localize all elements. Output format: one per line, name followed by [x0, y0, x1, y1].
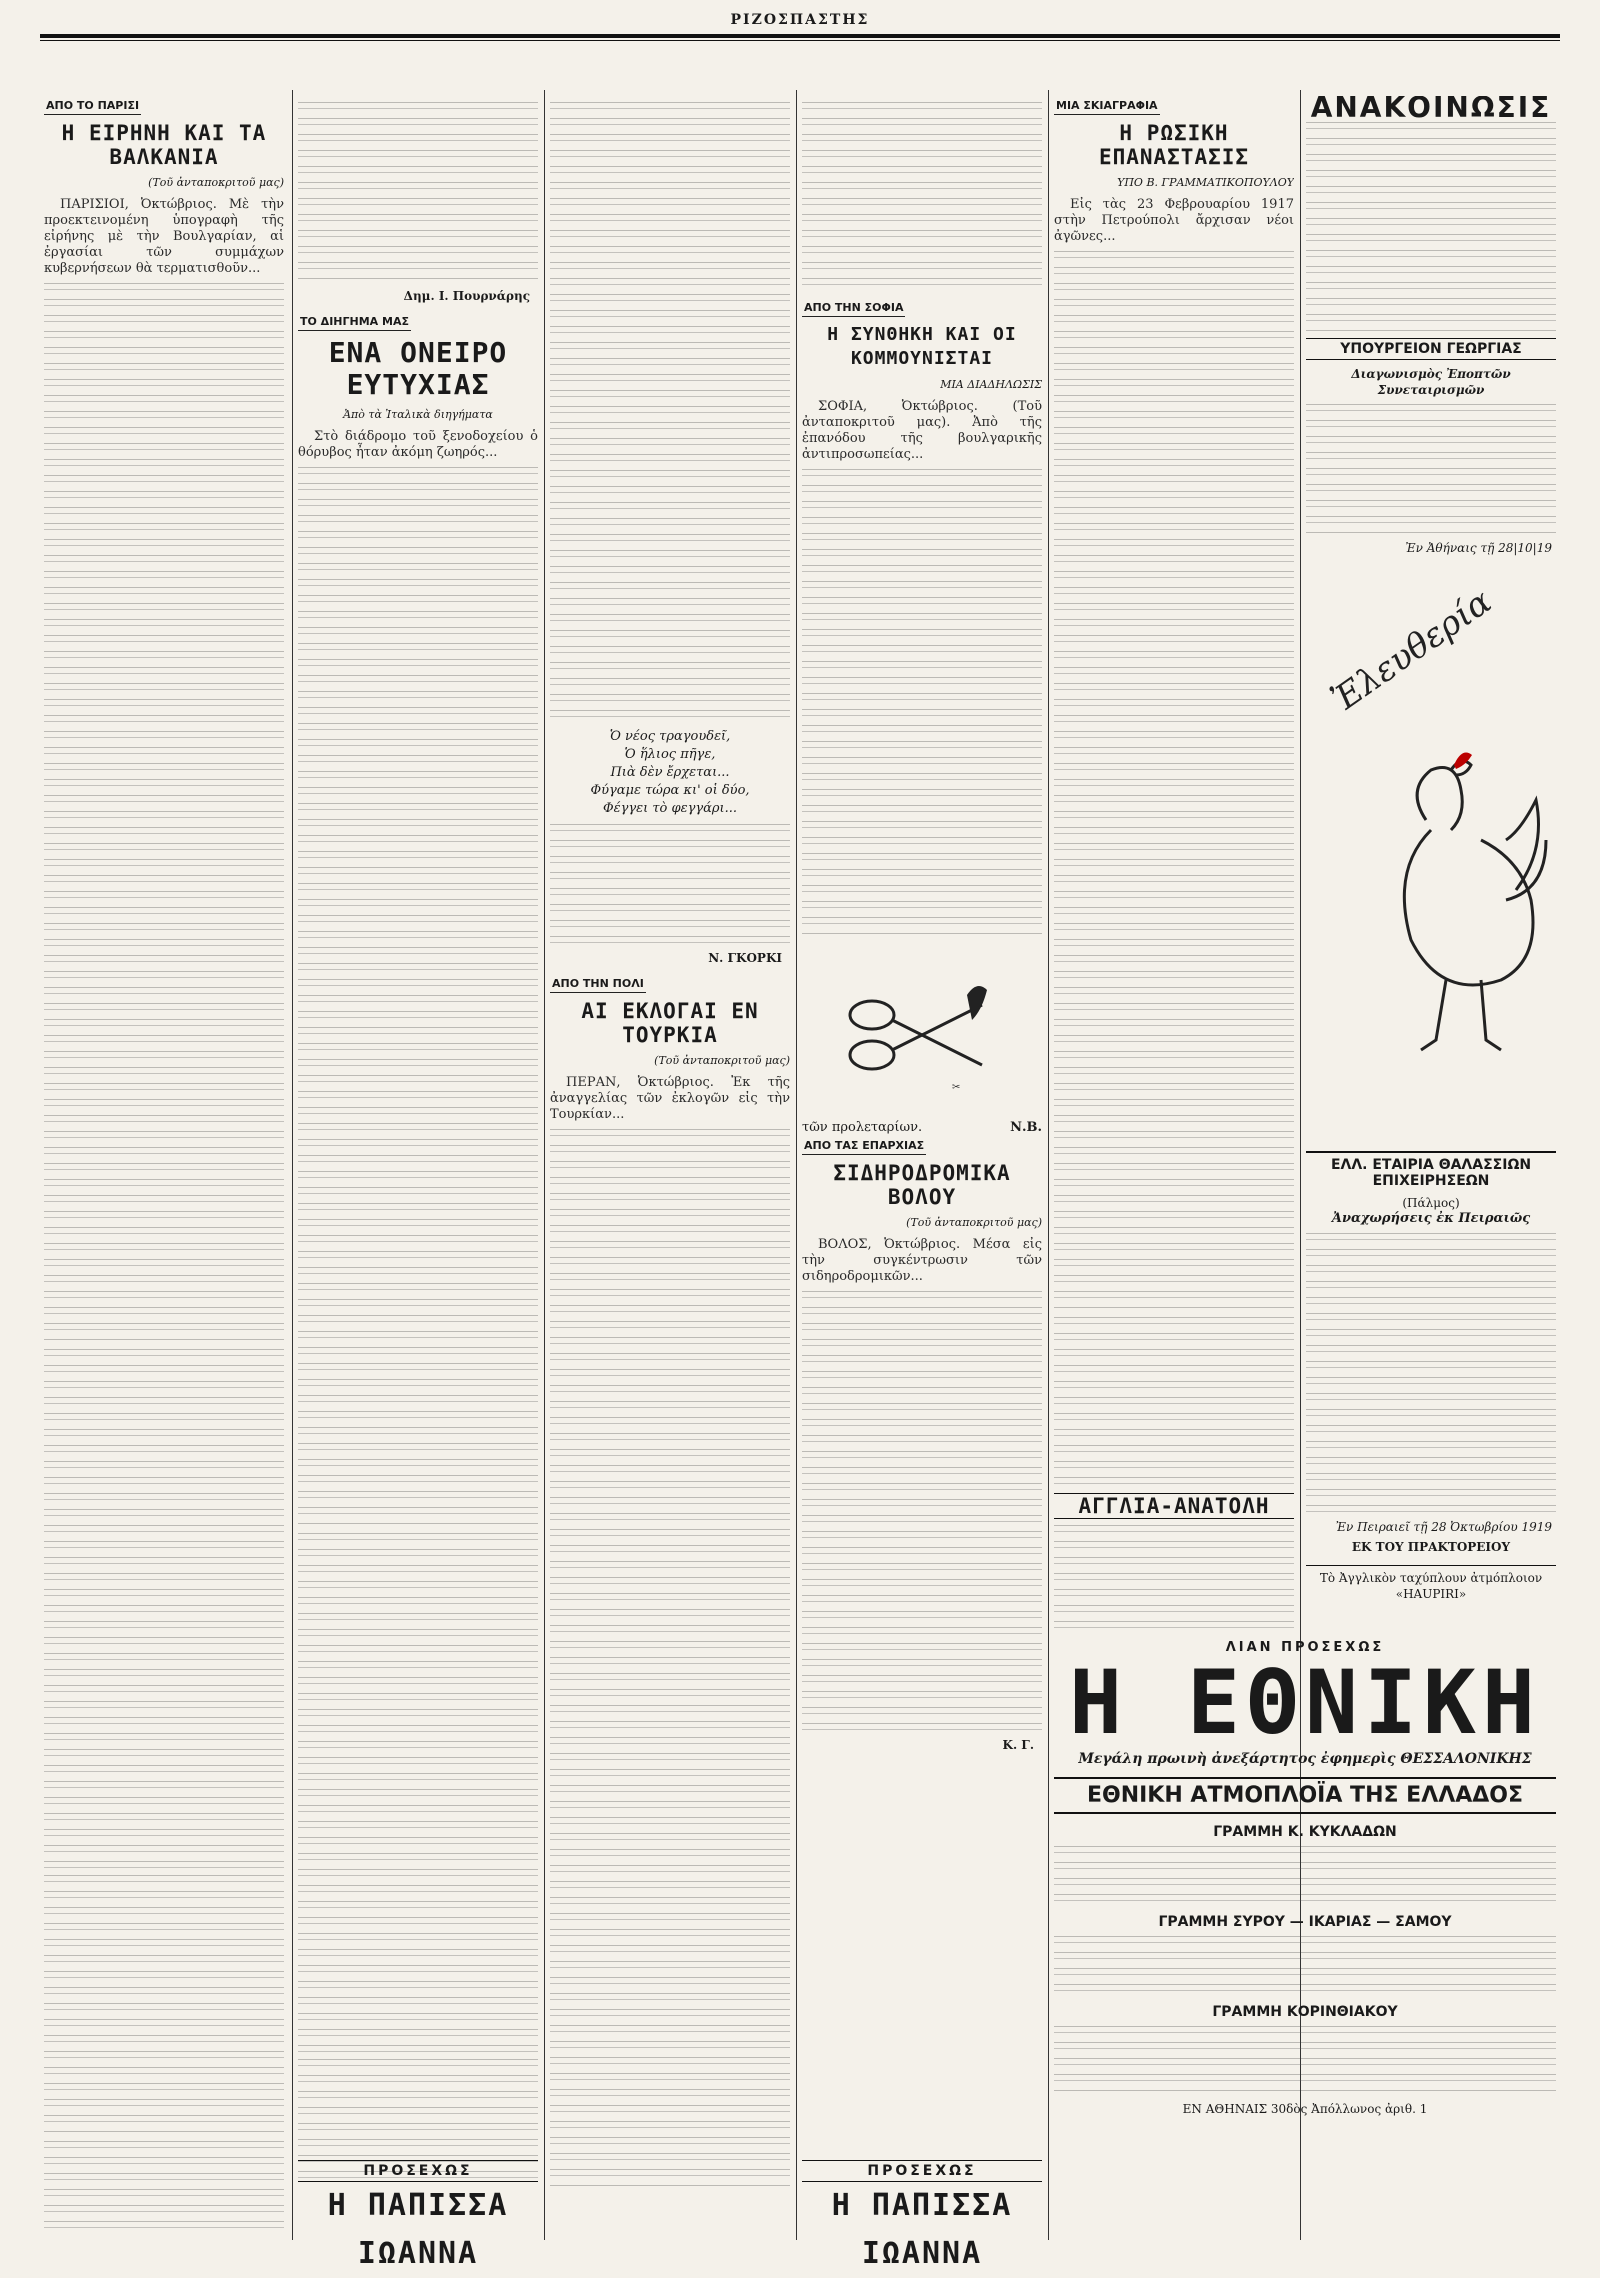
ad-kicker: ΛΙΑΝ ΠΡΟΣΕΧΩΣ — [1225, 1640, 1385, 1655]
shipping-line-title: ΕΘΝΙΚΗ ΑΤΜΟΠΛΟΪΑ ΤΗΣ ΕΛΛΑΔΟΣ — [1054, 1777, 1556, 1814]
poem-line: Ὁ ἥλιος πῆγε, — [624, 747, 716, 762]
shipping-heading: Ἀναχωρήσεις ἐκ Πειραιῶς — [1331, 1211, 1531, 1226]
article-body — [44, 283, 284, 1343]
article-body — [298, 467, 538, 1527]
article-body — [298, 1533, 538, 2053]
article-kicker: ΑΠΟ ΤΗΝ ΣΟΦΙΑ — [802, 300, 905, 317]
article-kicker: ΑΠΟ ΤΗΝ ΠΟΛΙ — [550, 976, 646, 993]
article-headline: Η ΡΩΣΙΚΗ ΕΠΑΝΑΣΤΑΣΙΣ — [1098, 121, 1250, 169]
shipping-office: ΕΚ ΤΟΥ ΠΡΑΚΤΟΡΕΙΟΥ — [1351, 1540, 1511, 1554]
announcements-title: ΑΝΑΚΟΙΝΩΣΙΣ — [1310, 96, 1552, 124]
ministry-title: ΥΠΟΥΡΓΕΙΟΝ ΓΕΩΡΓΙΑΣ — [1306, 338, 1556, 360]
masthead-rule-thin — [40, 40, 1560, 41]
announcement-body — [1306, 122, 1556, 332]
article-body — [44, 1349, 284, 1869]
announcement-banner — [298, 2160, 538, 2278]
article-body — [802, 1291, 1042, 1731]
shipping-route: ΓΡΑΜΜΗ ΣΥΡΟΥ — ΙΚΑΡΙΑΣ — ΣΑΜΟΥ — [1158, 1914, 1452, 1930]
article-body — [802, 102, 1042, 292]
column-5 — [1054, 96, 1294, 1636]
column-2 — [298, 96, 538, 2236]
article-kicker: ΜΙΑ ΣΚΙΑΓΡΑΦΙΑ — [1054, 98, 1160, 115]
shipping-route-body — [1054, 2026, 1556, 2096]
ministry-date: Ἐν Ἀθήναις τῇ 28|10|19 — [1405, 541, 1552, 555]
article-headline: Η ΕΙΡΗΝΗ ΚΑΙ ΤΑ ΒΑΛΚΑΝΙΑ — [61, 121, 267, 169]
article-headline: ΕΝΑ ΟΝΕΙΡΟ ΕΥΤΥΧΙΑΣ — [328, 336, 508, 401]
poem-line: Φύγαμε τώρα κι' οἱ δύο, — [590, 783, 750, 798]
column-rule — [796, 90, 797, 2240]
shipping-route: ΓΡΑΜΜΗ Κ. ΚΥΚΛΑΔΩΝ — [1213, 1824, 1397, 1840]
article-body — [1054, 1525, 1294, 1636]
ethniki-ad — [1054, 1640, 1556, 2240]
article-body — [1054, 251, 1294, 1311]
banner-small: ΠΡΟΣΕΧΩΣ — [298, 2160, 538, 2182]
article-body — [1054, 1317, 1294, 1487]
masthead-title: ΡΙΖΟΣΠΑΣΤΗΣ — [730, 12, 870, 28]
article-body — [550, 102, 790, 722]
ad-name: Η ΕΘΝΙΚΗ — [1069, 1651, 1541, 1754]
scissors-illustration — [802, 955, 1042, 1105]
column-rule — [544, 90, 545, 2240]
poem-line: Ὁ νέος τραγουδεῖ, — [609, 729, 731, 744]
article-byline: Ἀπὸ τὰ Ἰταλικὰ διηγήματα — [343, 408, 493, 421]
article-kicker: ΑΠΟ ΤΑΣ ΕΠΑΡΧΙΑΣ — [802, 1138, 926, 1155]
shipping-route: ΓΡΑΜΜΗ ΚΟΡΙΝΘΙΑΚΟΥ — [1212, 2004, 1398, 2020]
article-kicker: ΑΠΟ ΤΟ ΠΑΡΙΣΙ — [44, 98, 141, 115]
ad-footer: ΕΝ ΑΘΗΝΑΙΣ 30δὸς Ἀπόλλωνος ἀριθ. 1 — [1182, 2102, 1428, 2116]
announcement-banner — [802, 2160, 1042, 2278]
column-1 — [44, 96, 284, 2236]
banner-small: ΠΡΟΣΕΧΩΣ — [802, 2160, 1042, 2182]
article-byline: ΜΙΑ ΔΙΑΔΗΛΩΣΙΣ — [940, 378, 1042, 391]
svg-text:Ἐλευθερία: Ἐλευθερία — [1324, 581, 1499, 720]
article-body — [550, 1129, 790, 2189]
article-headline: Η ΣΥΝΘΗΚΗ ΚΑΙ ΟΙ ΚΟΜΜΟΥΝΙΣΤΑΙ — [827, 324, 1017, 369]
ad-subtitle: Μεγάλη πρωινὴ ἀνεξάρτητος ἐφημερὶς ΘΕΣΣΑΛΟΝΙΚΗΣ — [1078, 1751, 1532, 1767]
svg-text:✂: ✂ — [952, 1082, 961, 1093]
article-signature: Δημ. Ι. Πουρνάρης — [403, 289, 530, 303]
article-byline: ΥΠΟ Β. ΓΡΑΜΜΑΤΙΚΟΠΟΥΛΟΥ — [1117, 176, 1294, 189]
shipping-date: Ἐν Πειραιεῖ τῇ 28 Ὀκτωβρίου 1919 — [1335, 1520, 1552, 1534]
article-body — [44, 1875, 284, 2135]
shipping-schedule — [1306, 1233, 1556, 1513]
ministry-subtitle: Διαγωνισμὸς Ἐποπτῶν Συνεταιρισμῶν — [1351, 367, 1511, 397]
banner-big: Η ΠΑΠΙΣΣΑ ΙΩΑΝΝΑ — [327, 2188, 509, 2271]
poem-line: Φέγγει τὸ φεγγάρι... — [602, 801, 738, 816]
masthead — [40, 12, 1560, 82]
article-byline: (Τοῦ ἀνταποκριτοῦ μας) — [148, 176, 284, 189]
column-4 — [802, 96, 1042, 2236]
article-kicker: ΤΟ ΔΙΗΓΗΜΑ ΜΑΣ — [298, 314, 411, 331]
section-headline: ΑΓΓΛΙΑ-ΑΝΑΤΟΛΗ — [1054, 1493, 1294, 1519]
article-lead: ΣΟΦΙΑ, Ὀκτώβριος. (Τοῦ ἀνταποκριτοῦ μας). Ἀπὸ τῆς ἐπανόδου τῆς βουλγαρικῆς ἀντιπροσωπείας... — [802, 399, 1042, 462]
article-signature: Ν. ΓΚΟΡΚΙ — [708, 951, 782, 965]
shipping-subtitle: (Πάλμος) — [1402, 1196, 1460, 1210]
poem-line: Πιὰ δὲν ἔρχεται... — [610, 765, 730, 780]
shipping-route-body — [1054, 1936, 1556, 1996]
illustration-caption: τῶν προλεταρίων. — [802, 1120, 923, 1135]
column-rule — [292, 90, 293, 2240]
article-body — [44, 2141, 284, 2236]
haupiri-notice: Τὸ Ἀγγλικὸν ταχύπλουν ἀτμόπλοιον «HAUPIRI» — [1306, 1565, 1556, 1602]
banner-big: Η ΠΑΠΙΣΣΑ ΙΩΑΝΝΑ — [831, 2188, 1013, 2271]
article-body — [550, 824, 790, 944]
article-headline: ΑΙ ΕΚΛΟΓΑΙ ΕΝ ΤΟΥΡΚΙΑ — [581, 999, 759, 1047]
shipping-company: ΕΛΛ. ΕΤΑΙΡΙΑ ΘΑΛΑΣΣΙΩΝ ΕΠΙΧΕΙΡΗΣΕΩΝ — [1306, 1151, 1556, 1189]
article-lead: ΠΑΡΙΣΙΟΙ, Ὀκτώβριος. Μὲ τὴν προεκτεινομένη ὑπογραφὴ τῆς εἰρήνης μὲ τὴν Βουλγαρίαν, αἱ ἐργασίαι τῶν συμμάχων κυβερνήσεων θὰ τερματισθοῦν... — [44, 197, 284, 276]
column-rule — [1048, 90, 1049, 2240]
article-lead: Εἰς τὰς 23 Φεβρουαρίου 1917 στὴν Πετρούπολι ἄρχισαν νέοι ἀγῶνες... — [1054, 197, 1294, 244]
column-6 — [1306, 96, 1556, 1636]
article-lead: ΠΕΡΑΝ, Ὀκτώβριος. Ἐκ τῆς ἀναγγελίας τῶν ἐκλογῶν εἰς τὴν Τουρκίαν... — [550, 1075, 790, 1122]
article-body — [802, 469, 1042, 939]
article-lead: ΒΟΛΟΣ, Ὀκτώβριος. Μέσα εἰς τὴν συγκέντρωσιν τῶν σιδηροδρομικῶν... — [802, 1237, 1042, 1284]
rooster-illustration — [1306, 570, 1556, 1130]
article-byline: (Τοῦ ἀνταποκριτοῦ μας) — [654, 1054, 790, 1067]
article-byline: (Τοῦ ἀνταποκριτοῦ μας) — [906, 1216, 1042, 1229]
article-lead: Στὸ διάδρομο τοῦ ξενοδοχείου ὁ θόρυβος ἦταν ἀκόμη ζωηρός... — [298, 429, 538, 460]
announcement-body — [1306, 404, 1556, 534]
article-signature: Κ. Γ. — [1002, 1738, 1034, 1752]
illustration-initials: Ν.Β. — [1010, 1120, 1042, 1135]
article-body — [298, 102, 538, 282]
column-3 — [550, 96, 790, 2236]
masthead-rule — [40, 34, 1560, 38]
article-headline: ΣΙΔΗΡΟΔΡΟΜΙΚΑ ΒΟΛΟΥ — [833, 1161, 1011, 1209]
poem — [550, 728, 790, 818]
shipping-route-body — [1054, 1846, 1556, 1906]
